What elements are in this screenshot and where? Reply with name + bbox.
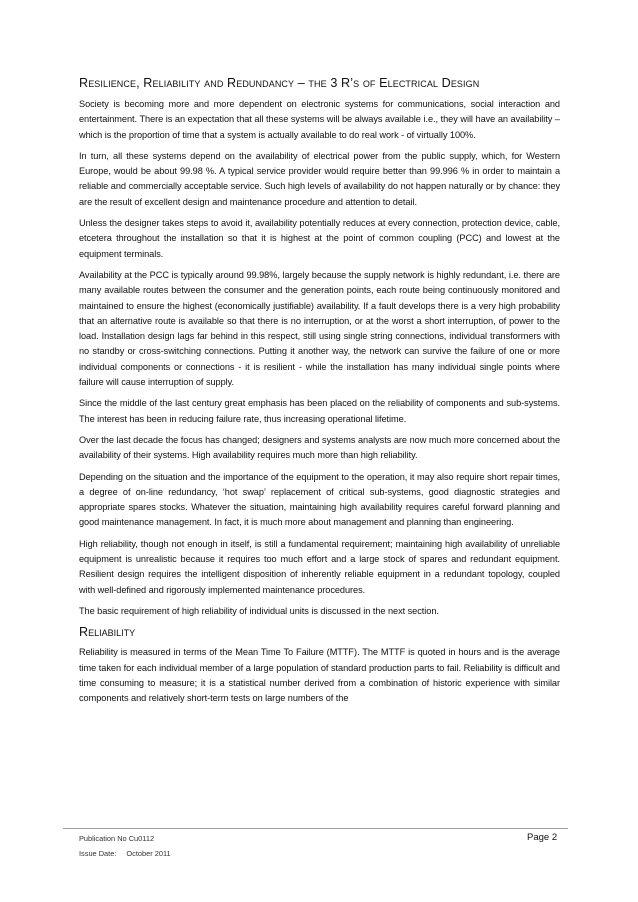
paragraph: Since the middle of the last century great emphasis has been placed on the reliability of components and sub-systems. The interest has been in reducing failure rate, thus increasing operational lifetime. bbox=[79, 398, 560, 424]
publication-number: Publication No Cu0112 bbox=[79, 834, 155, 843]
paragraph: Depending on the situation and the importance of the equipment to the operation, it may also require short repair times, a degree of on-line redundancy, ‘hot swap’ replacement of critical sub-systems, good diagnostic strategies and appropriate spares stocks. Whatever the situation, maintaining high availability requires careful forward planning and good maintenance management. In fact, it is much more about management and planning than engineering. bbox=[79, 471, 560, 528]
issue-date-value: October 2011 bbox=[126, 849, 171, 858]
section-paragraph: Reliability is measured in terms of the Mean Time To Failure (MTTF). The MTTF is quoted in hours and is the average time taken for each individual member of a large population of standard production parts to fail. Reliability is difficult and time consuming to measure; it is a statistical number derived from a combination of historic experience with similar components and relatively short-term tests on large numbers of the bbox=[79, 647, 560, 704]
paragraph: Society is becoming more and more dependent on electronic systems for communications, social interaction and entertainment. There is an expectation that all these systems will be always available i.e., they will have an availability – which is the proportion of time that a system is actually available to do real work - of virtually 100%. bbox=[79, 99, 560, 140]
issue-date bbox=[79, 849, 171, 858]
paragraph: Over the last decade the focus has changed; designers and systems analysts are now much more concerned about the availability of their systems. High availability requires much more than high reliability. bbox=[79, 434, 560, 461]
paragraph: Unless the designer takes steps to avoid it, availability potentially reduces at every connection, protection device, cable, etcetera throughout the installation so that it is highest at the point of common coupling (PCC) and lowest at the equipment terminals. bbox=[79, 218, 560, 259]
page-title: Resilience, Reliability and Redundancy – the 3 R’s of Electrical Design bbox=[79, 76, 480, 90]
footer-divider bbox=[63, 828, 568, 829]
paragraph: In turn, all these systems depend on the availability of electrical power from the public supply, which, for Western Europe, would be about 99.98 %. A typical service provider would require better than 99.996 % in order to maintain a reliable and commercially acceptable service. Such high levels of availability do not happen naturally or by chance: they are the result of excellent design and maintenance procedure and attention to detail. bbox=[79, 150, 560, 207]
page-number: Page 2 bbox=[527, 832, 558, 843]
issue-date-label: Issue Date: bbox=[79, 849, 117, 858]
paragraph: Availability at the PCC is typically around 99.98%, largely because the supply network is highly redundant, i.e. there are many available routes between the consumer and the generation points, each route being continuously monitored and maintained to ensure the highest (economically justifiable) availability. If a fault develops there is a very high probability that an alternative route is available so that there is no interruption, or at the worst a short interruption, of power to the load. Installation design lags far behind in this respect, still using single string connections, individual transformers with no standby or cross-switching connections. Putting it another way, the network can survive the failure of one or more individual components or connections - it is resilient - while the installation has many individual single points where failure will cause interruption of supply. bbox=[79, 269, 560, 388]
paragraph: High reliability, though not enough in itself, is still a fundamental requirement; maintaining high availability of unreliable equipment is unrealistic because it requires too much effort and a large stock of spares and redundant equipment. Resilient design requires the intelligent disposition of inherently reliable equipment in a redundant topology, coupled with well-defined and rigorously implemented maintenance procedures. bbox=[79, 538, 560, 595]
paragraph: The basic requirement of high reliability of individual units is discussed in the next section. bbox=[79, 605, 439, 616]
section-heading: Reliability bbox=[79, 625, 136, 640]
page-content bbox=[79, 76, 560, 712]
